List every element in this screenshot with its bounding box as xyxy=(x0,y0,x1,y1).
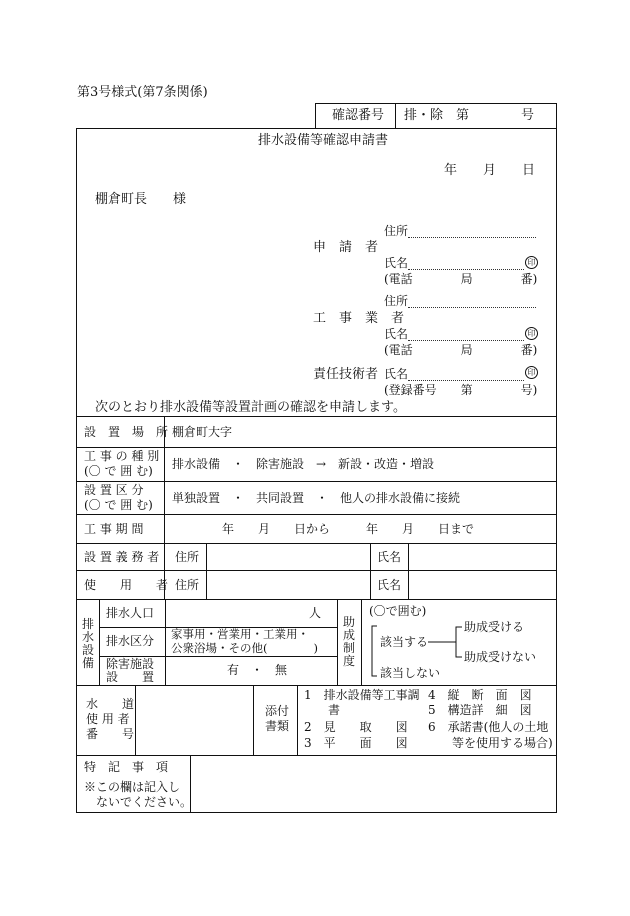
subsidy-instruction: (〇で囲む) xyxy=(369,604,427,618)
user-name-label: 氏名 xyxy=(377,578,402,592)
category-label: 排水区分 xyxy=(106,634,155,648)
work-period-label: 工 事 期 間 xyxy=(84,522,144,536)
removal-label: 除害施設 xyxy=(106,657,155,671)
subsidy-applies: 該当する xyxy=(380,635,429,649)
subsidy-not-applies: 該当しない xyxy=(380,666,441,680)
work-type-value: 排水設備 ・ 除害施設 → 新設・改造・増設 xyxy=(172,457,435,471)
notes-label: 特 記 事 項 xyxy=(84,760,169,774)
notes-instruction-1: ※この欄は記入し xyxy=(84,780,181,794)
attach-doc-4: 4 縦 断 面 図 xyxy=(428,688,532,702)
contractor-seal-icon: 印 xyxy=(525,327,538,340)
obligor-label: 設 置 義 務 者 xyxy=(84,550,160,564)
contractor-address-label: 住所 xyxy=(384,294,409,308)
removal-label-2: 設 置 xyxy=(106,670,155,684)
drainage-vertical-2: 水 xyxy=(82,630,95,644)
category-value-2: 公衆浴場・その他( ) xyxy=(171,641,318,655)
attach-doc-2: 2 見 取 図 xyxy=(304,720,408,734)
applicant-seal-icon: 印 xyxy=(525,256,538,269)
drainage-vertical-1: 排 xyxy=(82,617,95,631)
confirm-number-value: 排・除 第 号 xyxy=(404,108,535,123)
applicant-name-label: 氏名 xyxy=(384,256,409,270)
obligor-address-label: 住所 xyxy=(175,550,200,564)
install-type-label: 設 置 区 分 xyxy=(84,483,144,497)
contractor-name-label: 氏名 xyxy=(384,327,409,341)
subsidy-receive: 助成受ける xyxy=(464,620,525,634)
install-type-instruction: (〇 で 囲 む) xyxy=(84,498,153,512)
drainage-vertical-4: 備 xyxy=(82,656,95,670)
install-type-value: 単独設置 ・ 共同設置 ・ 他人の排水設備に接続 xyxy=(172,491,461,505)
engineer-label: 責任技術者 xyxy=(313,367,379,382)
subsidy-vertical-4: 度 xyxy=(343,654,356,668)
water-label-2: 使 用 者 xyxy=(86,712,130,726)
category-value-1: 家事用・営業用・工業用・ xyxy=(171,627,309,641)
attach-doc-5: 5 構造詳 細 図 xyxy=(428,703,532,717)
water-label-3: 番 号 xyxy=(86,727,135,741)
work-type-label: 工 事 の 種 別 xyxy=(84,449,160,463)
location-label: 設 置 場 所 xyxy=(84,425,169,439)
population-unit: 人 xyxy=(309,606,322,620)
attach-doc-6b: 等を使用する場合) xyxy=(428,736,553,750)
drainage-vertical-3: 設 xyxy=(82,643,95,657)
user-label: 使 用 者 xyxy=(84,578,169,592)
attach-doc-6: 6 承諾書(他人の土地 xyxy=(428,720,549,734)
attach-doc-1: 1 排水設備等工事調 xyxy=(304,688,420,702)
attach-doc-1b: 書 xyxy=(304,703,341,717)
notes-instruction-2: ないでください。 xyxy=(84,795,193,809)
attach-label-1: 添付 xyxy=(265,704,290,718)
form-number: 第3号様式(第7条関係) xyxy=(77,85,208,100)
location-value: 棚倉町大字 xyxy=(172,425,233,439)
receive-bracket xyxy=(456,627,462,657)
date-line: 年 月 日 xyxy=(444,163,536,178)
contractor-phone: (電話 局 番) xyxy=(384,343,538,357)
subsidy-not-receive: 助成受けない xyxy=(464,650,537,664)
population-label: 排水人口 xyxy=(106,606,155,620)
confirm-number-label: 確認番号 xyxy=(332,108,385,123)
application-statement: 次のとおり排水設備等設置計画の確認を申請します。 xyxy=(95,400,406,415)
attach-doc-3: 3 平 面 図 xyxy=(304,736,408,750)
form-title: 排水設備等確認申請書 xyxy=(258,133,389,148)
engineer-name-label: 氏名 xyxy=(384,367,409,381)
subsidy-vertical-2: 成 xyxy=(343,628,356,642)
attach-label-2: 書類 xyxy=(265,719,290,733)
applicant-phone: (電話 局 番) xyxy=(384,272,538,286)
applicant-address-label: 住所 xyxy=(384,224,409,238)
work-type-instruction: (〇 で 囲 む) xyxy=(84,464,153,478)
engineer-seal-icon: 印 xyxy=(525,366,538,379)
work-period-value: 年 月 日から 年 月 日まで xyxy=(222,522,475,536)
subsidy-vertical-3: 制 xyxy=(343,641,356,655)
removal-value: 有 ・ 無 xyxy=(227,663,288,677)
user-address-label: 住所 xyxy=(175,578,200,592)
addressee: 棚倉町長 様 xyxy=(95,192,187,207)
applicant-label: 申 請 者 xyxy=(313,240,379,255)
applies-bracket xyxy=(372,626,377,676)
obligor-name-label: 氏名 xyxy=(377,550,402,564)
water-label-1: 水 道 xyxy=(86,697,135,711)
subsidy-vertical-1: 助 xyxy=(343,615,356,629)
engineer-registration: (登録番号 第 号) xyxy=(384,383,538,397)
contractor-label: 工 事 業 者 xyxy=(313,311,405,326)
